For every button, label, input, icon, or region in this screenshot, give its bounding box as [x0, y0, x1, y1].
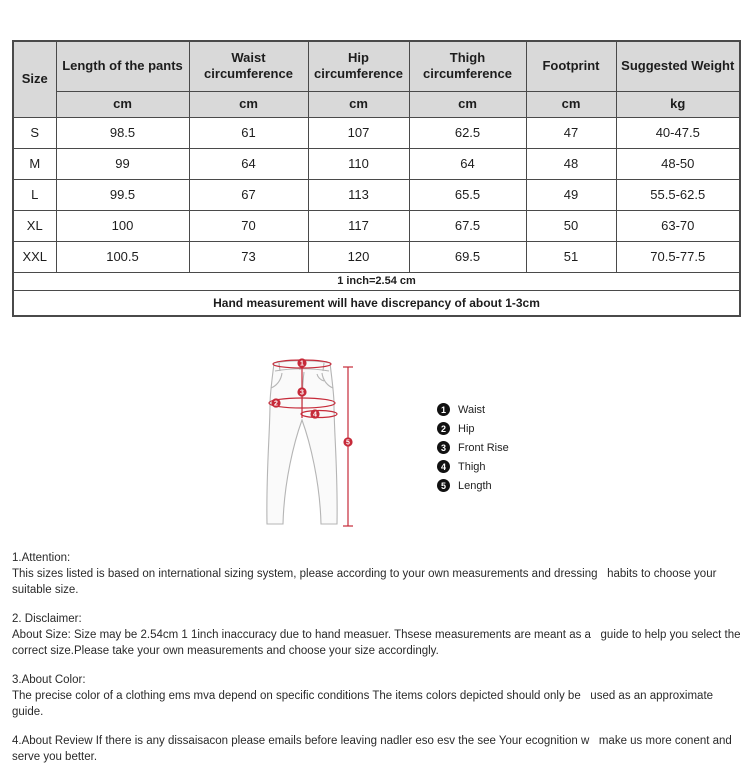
bullet-2-icon: 2 — [437, 422, 450, 435]
value-cell: 100 — [56, 210, 189, 241]
diagram-legend — [437, 400, 509, 495]
table-row-l — [13, 179, 740, 210]
footnote-hand-row — [13, 290, 740, 316]
size-label: M — [13, 148, 56, 179]
unit-cell: cm — [56, 91, 189, 117]
value-cell: 50 — [526, 210, 616, 241]
table-row-xxl — [13, 241, 740, 272]
value-cell: 48-50 — [616, 148, 740, 179]
value-cell: 69.5 — [409, 241, 526, 272]
unit-cell: cm — [308, 91, 409, 117]
legend-label: Hip — [458, 422, 475, 435]
col-header-thigh: Thigh circumference — [409, 41, 526, 91]
note-body: This sizes listed is based on international sizing system, please according to your own measurements and dressing habits to choose your suitable size. — [12, 568, 720, 596]
size-label: L — [13, 179, 56, 210]
note-attention — [12, 550, 744, 598]
legend-item-front-rise — [437, 438, 509, 457]
legend-label: Thigh — [458, 460, 486, 473]
pants-measure-diagram — [262, 352, 362, 537]
note-body: About Size: Size may be 2.54cm 1 1inch inaccuracy due to hand measuer. Thsese measurements are meant as a guide to help you select the correct size.Please take your own measurements and choose your size accordingly. — [12, 629, 744, 657]
value-cell: 55.5-62.5 — [616, 179, 740, 210]
value-cell: 98.5 — [56, 117, 189, 148]
size-label: XL — [13, 210, 56, 241]
value-cell: 47 — [526, 117, 616, 148]
footnote-inch-row — [13, 272, 740, 290]
note-heading: 2. Disclaimer: — [12, 613, 82, 625]
legend-item-waist — [437, 400, 509, 419]
size-chart-table — [12, 40, 739, 317]
bullet-3-icon: 3 — [437, 441, 450, 454]
footnote-hand: Hand measurement will have discrepancy of about 1-3cm — [13, 290, 740, 316]
legend-item-length — [437, 476, 509, 495]
size-label: S — [13, 117, 56, 148]
col-header-length: Length of the pants — [56, 41, 189, 91]
svg-text:5: 5 — [346, 439, 350, 447]
bullet-4-icon: 4 — [437, 460, 450, 473]
unit-row — [13, 91, 740, 117]
value-cell: 70 — [189, 210, 308, 241]
value-cell: 120 — [308, 241, 409, 272]
unit-cell: cm — [409, 91, 526, 117]
note-about-color — [12, 672, 744, 720]
col-header-weight: Suggested Weight — [616, 41, 740, 91]
unit-cell: kg — [616, 91, 740, 117]
value-cell: 64 — [189, 148, 308, 179]
value-cell: 110 — [308, 148, 409, 179]
legend-item-hip — [437, 419, 509, 438]
note-heading: 3.About Color: — [12, 674, 86, 686]
size-label: XXL — [13, 241, 56, 272]
note-body: The precise color of a clothing ems mva depend on specific conditions The items colors depicted should only be used as an approximate guide. — [12, 690, 717, 718]
value-cell: 48 — [526, 148, 616, 179]
svg-text:2: 2 — [274, 400, 278, 408]
legend-item-thigh — [437, 457, 509, 476]
col-header-size: Size — [13, 41, 56, 117]
col-header-footprint: Footprint — [526, 41, 616, 91]
legend-label: Length — [458, 479, 492, 492]
svg-text:3: 3 — [300, 389, 304, 397]
svg-text:1: 1 — [300, 360, 304, 368]
value-cell: 113 — [308, 179, 409, 210]
unit-cell: cm — [526, 91, 616, 117]
unit-cell: cm — [189, 91, 308, 117]
value-cell: 61 — [189, 117, 308, 148]
value-cell: 99 — [56, 148, 189, 179]
value-cell: 107 — [308, 117, 409, 148]
value-cell: 63-70 — [616, 210, 740, 241]
footnote-inch: 1 inch=2.54 cm — [13, 272, 740, 290]
note-heading: 1.Attention: — [12, 552, 71, 564]
value-cell: 51 — [526, 241, 616, 272]
table-row-m — [13, 148, 740, 179]
value-cell: 99.5 — [56, 179, 189, 210]
value-cell: 67 — [189, 179, 308, 210]
table-row-s — [13, 117, 740, 148]
bullet-1-icon: 1 — [437, 403, 450, 416]
note-body: 4.About Review If there is any dissaisacon please emails before leaving nadler eso esv the see Your ecognition w make us more conent and serve you better. — [12, 735, 736, 763]
col-header-hip: Hip circumference — [308, 41, 409, 91]
value-cell: 49 — [526, 179, 616, 210]
table-row-xl — [13, 210, 740, 241]
value-cell: 40-47.5 — [616, 117, 740, 148]
value-cell: 70.5-77.5 — [616, 241, 740, 272]
note-disclaimer — [12, 611, 744, 659]
value-cell: 100.5 — [56, 241, 189, 272]
value-cell: 62.5 — [409, 117, 526, 148]
value-cell: 64 — [409, 148, 526, 179]
col-header-waist: Waist circumference — [189, 41, 308, 91]
value-cell: 65.5 — [409, 179, 526, 210]
value-cell: 67.5 — [409, 210, 526, 241]
notes-section — [12, 550, 744, 778]
bullet-5-icon: 5 — [437, 479, 450, 492]
value-cell: 73 — [189, 241, 308, 272]
legend-label: Front Rise — [458, 441, 509, 454]
svg-text:4: 4 — [313, 411, 317, 419]
note-about-review — [12, 733, 744, 765]
legend-label: Waist — [458, 403, 486, 416]
value-cell: 117 — [308, 210, 409, 241]
